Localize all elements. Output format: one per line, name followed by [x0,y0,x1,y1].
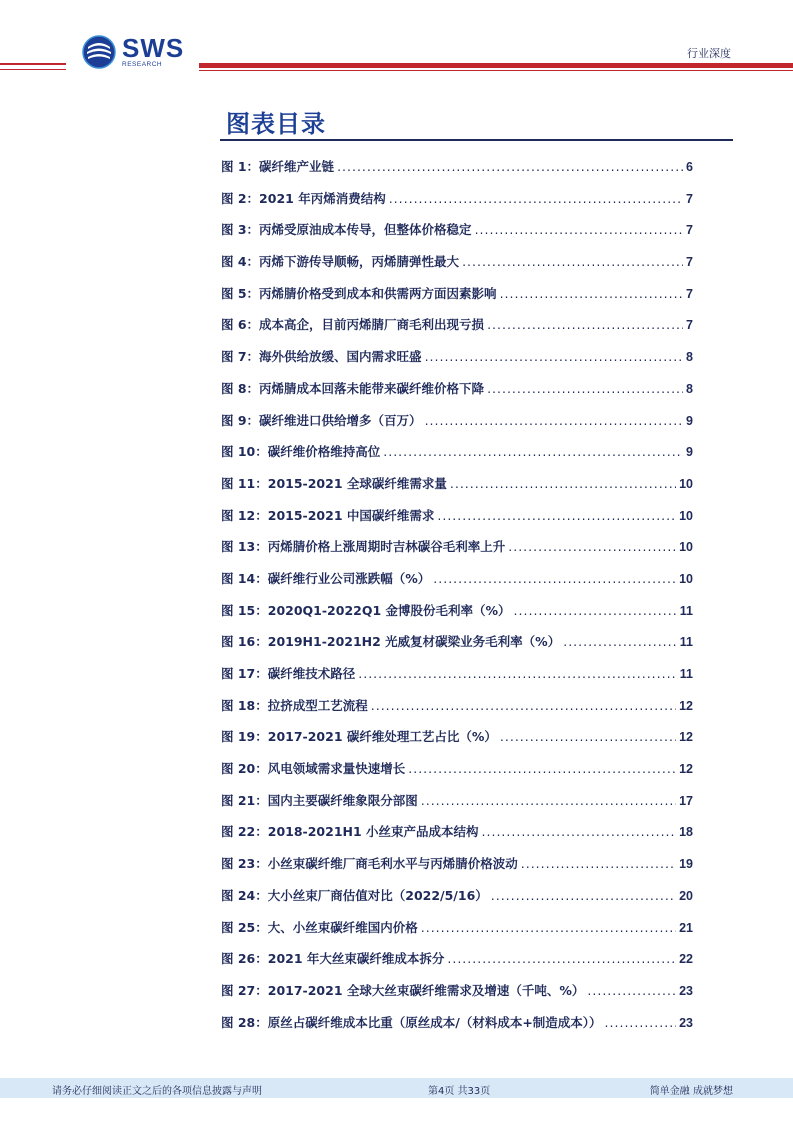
toc-entry-label[interactable]: 图 13：丙烯腈价格上涨周期时吉林碳谷毛利率上升 [221,539,506,555]
toc-entry-leader [487,317,683,332]
toc-entry-page[interactable]: 22 [679,952,693,967]
toc-entry[interactable] [221,625,693,657]
toc-entry-leader [462,254,683,269]
toc-entry-label[interactable]: 图 22：2018-2021H1 小丝束产品成本结构 [221,824,479,840]
toc-entry-page[interactable]: 23 [679,1015,693,1030]
toc-list [221,150,693,1037]
toc-entry-page[interactable]: 21 [679,920,693,935]
toc-entry-leader [475,222,683,237]
toc-entry-label[interactable]: 图 4：丙烯下游传导顺畅，丙烯腈弹性最大 [221,254,460,270]
toc-entry-label[interactable]: 图 19：2017-2021 碳纤维处理工艺占比（%） [221,729,497,745]
toc-entry-leader [371,698,676,713]
toc-entry-page[interactable]: 12 [679,762,693,777]
toc-entry-page[interactable]: 11 [679,667,693,681]
report-type-label: 行业深度 [687,47,731,60]
toc-entry[interactable] [221,245,693,277]
toc-entry-page[interactable]: 8 [686,350,693,365]
toc-entry[interactable] [221,942,693,974]
toc-entry-page[interactable]: 9 [686,413,693,428]
toc-entry-label[interactable]: 图 1：碳纤维产业链 [221,159,335,174]
toc-title-divider [220,139,733,141]
toc-entry[interactable] [221,594,693,626]
toc-entry-leader [500,729,676,744]
toc-entry-leader [521,856,676,871]
toc-entry-page[interactable]: 12 [679,698,693,713]
toc-entry-label[interactable]: 图 14：碳纤维行业公司涨跌幅（%） [221,570,431,586]
toc-entry-label[interactable]: 图 7：海外供给放缓、国内需求旺盛 [221,349,422,365]
toc-entry-page[interactable]: 7 [686,318,693,333]
toc-entry-leader [421,920,676,935]
toc-entry[interactable] [221,213,693,245]
toc-entry-page[interactable]: 10 [679,571,693,586]
toc-entry-leader [425,349,683,364]
toc-entry-leader [514,603,677,618]
toc-entry-label[interactable]: 图 2：2021 年丙烯消费结构 [221,190,386,206]
toc-entry-page[interactable]: 8 [686,381,693,396]
toc-entry[interactable] [221,657,693,689]
toc-entry-page[interactable]: 11 [679,635,693,650]
toc-entry[interactable] [221,150,693,182]
toc-entry-leader [447,951,676,966]
toc-entry-page[interactable]: 9 [686,445,693,460]
toc-entry[interactable] [221,689,693,721]
toc-entry-label[interactable]: 图 11：2015-2021 全球碳纤维需求量 [221,475,447,491]
toc-entry-leader [491,888,676,903]
toc-entry-leader [421,793,676,808]
toc-entry[interactable] [221,308,693,340]
toc-entry-leader [450,476,676,491]
toc-entry-leader [389,191,683,206]
toc-entry-label[interactable]: 图 12：2015-2021 中国碳纤维需求 [221,507,435,523]
toc-entry-leader [425,413,683,428]
toc-entry-leader [433,571,676,586]
footer-slogan: 简单金融 成就梦想 [649,1086,733,1097]
toc-entry-label[interactable]: 图 24：大小丝束厂商估值对比（2022/5/16） [221,887,488,903]
header-rule-left-secondary [0,69,66,70]
toc-entry-leader [587,983,676,998]
toc-entry-label[interactable]: 图 20：风电领域需求量快速增长 [221,761,406,777]
toc-entry-label[interactable]: 图 15：2020Q1-2022Q1 金博股份毛利率（%） [221,602,511,618]
toc-entry-label[interactable]: 图 17：碳纤维技术路径 [221,666,356,681]
logo-wordmark: SWS [122,33,185,63]
toc-entry-leader [383,444,683,459]
toc-entry-page[interactable]: 7 [686,286,693,301]
toc-entry[interactable] [221,277,693,309]
toc-entry-page[interactable]: 10 [679,476,693,491]
toc-entry-leader [508,539,676,554]
toc-entry-label[interactable]: 图 5：丙烯腈价格受到成本和供需两方面因素影响 [221,285,497,301]
toc-entry-leader [482,824,677,839]
sws-logo-icon [82,35,116,69]
toc-entry[interactable] [221,530,693,562]
toc-entry[interactable] [221,815,693,847]
toc-entry[interactable] [221,372,693,404]
toc-entry[interactable] [221,911,693,943]
sws-logo [82,35,184,69]
toc-entry[interactable] [221,879,693,911]
toc-entry-page[interactable]: 10 [679,540,693,555]
toc-entry-page[interactable]: 7 [686,255,693,270]
toc-entry-page[interactable]: 20 [679,888,693,903]
toc-entry[interactable] [221,784,693,816]
toc-entry-label[interactable]: 图 8：丙烯腈成本回落未能带来碳纤维价格下降 [221,380,485,396]
toc-entry[interactable] [221,467,693,499]
toc-entry-leader [605,1015,677,1030]
toc-entry-label[interactable]: 图 6：成本高企，目前丙烯腈厂商毛利出现亏损 [221,317,485,333]
toc-entry-leader [437,508,676,523]
toc-entry[interactable] [221,435,693,467]
toc-entry-page[interactable]: 10 [679,508,693,523]
logo-subtext: RESEARCH [122,61,163,68]
toc-entry-label[interactable]: 图 23：小丝束碳纤维厂商毛利水平与丙烯腈价格波动 [221,856,518,872]
toc-entry-leader [358,666,677,681]
toc-entry-leader [500,286,683,301]
toc-entry-page[interactable]: 19 [679,857,693,872]
toc-entry-label[interactable]: 图 16：2019H1-2021H2 光威复材碳梁业务毛利率（%） [221,634,561,650]
toc-entry-label[interactable]: 图 3：丙烯受原油成本传导，但整体价格稳定 [221,222,472,238]
toc-entry-leader [563,634,677,649]
footer-page-info: 第4页 共33页 [428,1086,491,1097]
toc-entry-label[interactable]: 图 10：碳纤维价格维持高位 [221,444,381,460]
toc-entry[interactable] [221,720,693,752]
header-rule-under [199,70,793,71]
toc-entry-page[interactable]: 17 [679,793,693,808]
toc-entry[interactable] [221,340,693,372]
toc-entry-leader [408,761,676,776]
toc-entry-leader [487,381,683,396]
toc-entry-page[interactable]: 7 [686,191,693,206]
toc-entry[interactable] [221,974,693,1006]
header-rule-main [199,63,793,68]
toc-entry-page[interactable]: 23 [679,983,693,998]
toc-entry-label[interactable]: 图 18：拉挤成型工艺流程 [221,697,368,713]
toc-entry-label[interactable]: 图 28：原丝占碳纤维成本比重（原丝成本/（材料成本+制造成本）） [221,1014,602,1030]
toc-entry[interactable] [221,562,693,594]
toc-entry[interactable] [221,847,693,879]
toc-entry[interactable] [221,182,693,214]
toc-entry[interactable] [221,1006,693,1038]
header-rule-left [0,63,66,65]
toc-entry[interactable] [221,752,693,784]
toc-entry-label[interactable]: 图 21：国内主要碳纤维象限分部图 [221,792,418,808]
toc-entry-page[interactable]: 12 [679,730,693,745]
footer-disclaimer: 请务必仔细阅读正文之后的各项信息披露与声明 [52,1086,262,1097]
toc-entry[interactable] [221,499,693,531]
toc-entry-label[interactable]: 图 27：2017-2021 全球大丝束碳纤维需求及增速（千吨、%） [221,982,585,998]
toc-entry-page[interactable]: 7 [686,223,693,238]
toc-entry-label[interactable]: 图 9：碳纤维进口供给增多（百万） [221,412,422,428]
toc-entry-page[interactable]: 18 [679,825,693,840]
toc-entry-label[interactable]: 图 26：2021 年大丝束碳纤维成本拆分 [221,951,445,967]
toc-entry-label[interactable]: 图 25：大、小丝束碳纤维国内价格 [221,919,418,935]
toc-entry[interactable] [221,404,693,436]
toc-entry-page[interactable]: 11 [679,603,693,618]
toc-entry-leader [337,159,683,174]
toc-title: 图表目录 [226,110,326,138]
toc-entry-page[interactable]: 6 [686,160,693,174]
